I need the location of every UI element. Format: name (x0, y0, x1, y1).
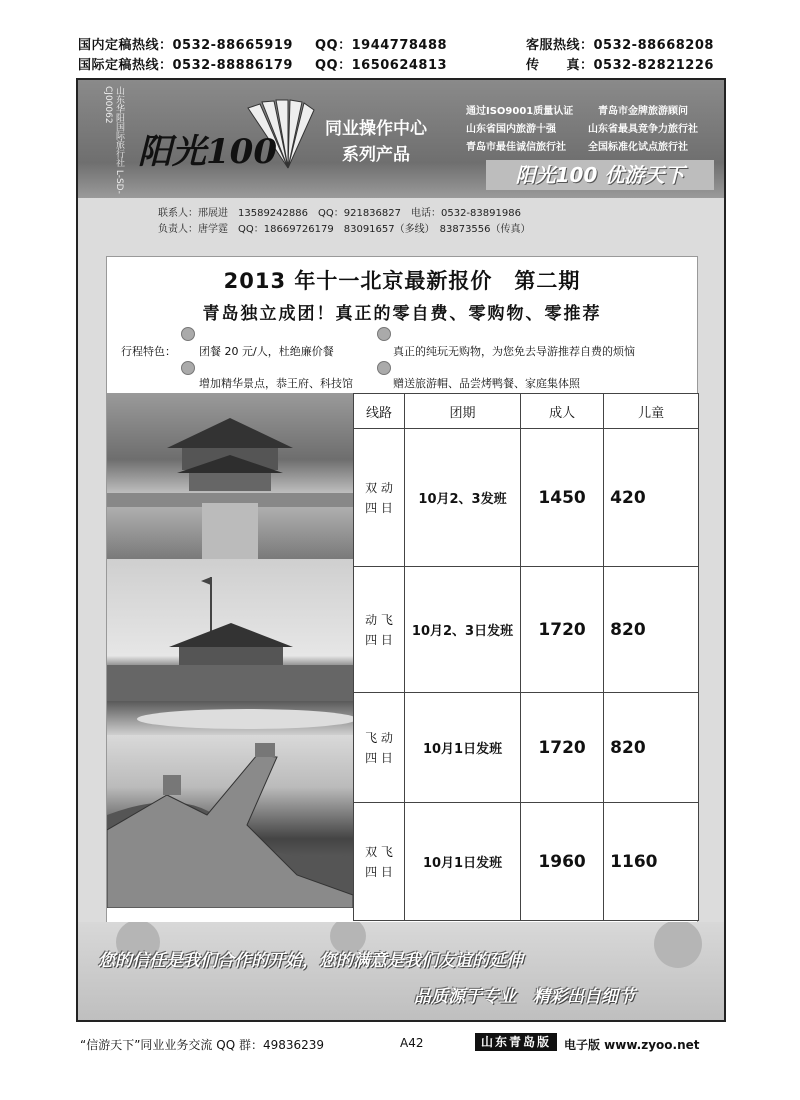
cert-4: 山东省最具竞争力旅行社 (588, 124, 698, 135)
intl-hotline: 国际定稿热线：0532-88886179 (78, 58, 293, 73)
slogan-band (78, 922, 724, 1020)
ops-center-title (316, 116, 436, 168)
cert-3: 山东省国内旅游十强 (466, 124, 556, 135)
route-cell (354, 693, 405, 803)
price-table (353, 393, 699, 921)
adult-price: 1960 (521, 803, 604, 921)
col-route: 线路 (354, 394, 405, 429)
palace-roof-graphic (107, 393, 353, 559)
cert-1: 通过ISO9001质量认证 (466, 106, 574, 117)
cert-2: 青岛市金牌旅游顾问 (598, 106, 688, 117)
route-cell (354, 567, 405, 693)
great-wall-graphic (107, 735, 353, 908)
feature-label: 行程特色： (121, 345, 176, 358)
offer-title: 2013 年十一北京最新报价 第二期 (223, 269, 581, 293)
cert-6: 全国标准化试点旅行社 (588, 142, 688, 153)
smile-icon (377, 361, 391, 375)
route-days: 四 日 (365, 632, 393, 647)
smile-icon (181, 327, 195, 341)
feature-4: 赠送旅游帽、品尝烤鸭餐、家庭集体照 (393, 377, 580, 390)
table-row (354, 567, 699, 693)
date-cell: 10月2、3发班 (405, 429, 521, 567)
child-price: 820 (604, 693, 699, 803)
route-days: 四 日 (365, 500, 393, 515)
header-slogan: 阳光100 优游天下 (486, 160, 714, 190)
route-type: 飞 动 (365, 730, 393, 745)
date-cell: 10月2、3日发班 (405, 567, 521, 693)
tour-offer-panel (106, 256, 698, 925)
service-hotline: 客服热线：0532-88668208 (526, 38, 714, 53)
edition-badge: 山东青岛版 (475, 1033, 557, 1051)
cert-5: 青岛市最佳诚信旅行社 (466, 142, 566, 153)
child-price: 420 (604, 429, 699, 567)
quality-slogan: 品质源于专业 精彩出自细节 (414, 987, 635, 1007)
col-date: 团期 (405, 394, 521, 429)
route-type: 双 飞 (365, 844, 393, 859)
table-row (354, 803, 699, 921)
feature-2: 真正的纯玩无购物，为您免去导游推荐自费的烦恼 (393, 345, 635, 358)
logo-text: 阳光100 (138, 132, 277, 172)
agency-logo (138, 98, 318, 178)
route-cell (354, 803, 405, 921)
table-row (354, 693, 699, 803)
forbidden-city-photo (107, 393, 353, 559)
great-wall-photo (107, 735, 353, 908)
child-price: 1160 (604, 803, 699, 921)
offer-subtitle: 青岛独立成团！真正的零自费、零购物、零推荐 (202, 304, 602, 324)
col-child: 儿童 (604, 394, 699, 429)
route-cell (354, 429, 405, 567)
qq-group-text: “信游天下”同业业务交流 QQ 群：49836239 (80, 1038, 325, 1052)
adult-price: 1720 (521, 567, 604, 693)
agency-header (78, 80, 724, 198)
tiananmen-graphic (107, 559, 353, 735)
fax-line: 传 真：0532-82821226 (526, 58, 714, 73)
child-price: 820 (604, 567, 699, 693)
website-text: 电子版 www.zyoo.net (564, 1038, 700, 1052)
route-days: 四 日 (365, 864, 393, 879)
ops-line2: 系列产品 (342, 145, 410, 165)
smile-icon (377, 327, 391, 341)
col-adult: 成人 (521, 394, 604, 429)
route-days: 四 日 (365, 750, 393, 765)
smile-icon (181, 361, 195, 375)
date-cell: 10月1日发班 (405, 693, 521, 803)
contact-manager: 负责人：唐学霆 QQ：18669726179 83091657（多线） 83873556（传真） (158, 224, 531, 235)
page-number: A42 (400, 1036, 424, 1050)
domestic-qq: QQ：1944778488 (315, 38, 448, 53)
feature-1: 团餐 20 元/人，杜绝廉价餐 (199, 345, 334, 358)
ad-frame (76, 78, 726, 1022)
route-type: 动 飞 (365, 612, 393, 627)
feature-3: 增加精华景点，恭王府、科技馆 (199, 377, 353, 390)
domestic-hotline: 国内定稿热线：0532-88665919 (78, 38, 293, 53)
license-text: 山东华阳国际旅行社 L-SD-CJ00062 (103, 86, 124, 194)
adult-price: 1720 (521, 693, 604, 803)
intl-qq: QQ：1650624813 (315, 58, 448, 73)
ops-line1: 同业操作中心 (325, 119, 427, 139)
trust-slogan: 您的信任是我们合作的开始，您的满意是我们友谊的延伸 (98, 951, 523, 971)
table-header-row (354, 394, 699, 429)
table-row (354, 429, 699, 567)
contact-person: 联系人：邢展进 13589242886 QQ：921836827 电话：0532-83891986 (158, 208, 521, 219)
adult-price: 1450 (521, 429, 604, 567)
date-cell: 10月1日发班 (405, 803, 521, 921)
tiananmen-photo (107, 559, 353, 735)
route-type: 双 动 (365, 480, 393, 495)
